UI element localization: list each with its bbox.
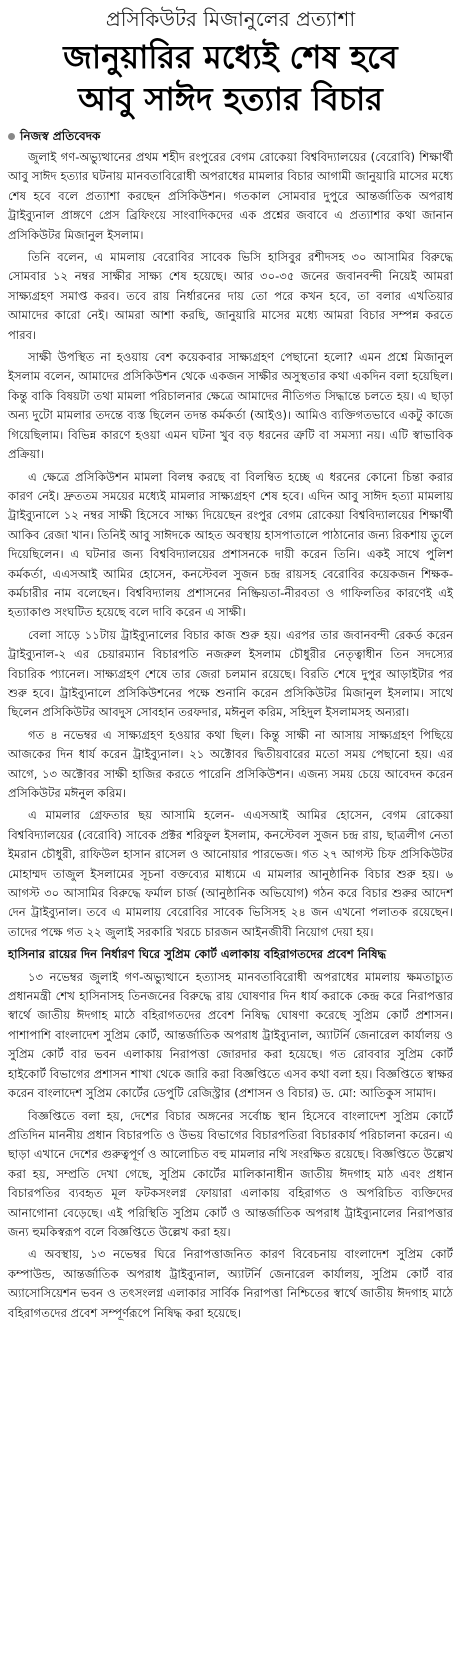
article-kicker: প্রসিকিউটর মিজানুলের প্রত্যাশা [105,7,356,31]
paragraph: গত ৪ নভেম্বর এ সাক্ষ্যগ্রহণ হওয়ার কথা ছিল। কিন্তু সাক্ষী না আসায় সাক্ষ্যগ্রহণ পিছিয়ে আজকের দিন ধার্য করেন ট্রাইব্যুনাল। ২১ অক্টোবর দ্বিতীয়বারের মতো সময় পেছানো হয়। এর আগে, ১৩ অক্টোবর সাক্ষী হাজির করতে পারেনি প্রসিকিউশন। এজন্য সময় চেয়ে আবেদন করেন প্রসিকিউটর মঈনুল করিম। [8,727,453,800]
paragraph: সাক্ষী উপস্থিত না হওয়ায় বেশ কয়েকবার সাক্ষ্যগ্রহণ পেছানো হলো? এমন প্রশ্নে মিজানুল ইসলাম বলেন, আমাদের প্রসিকিউশন থেকে একজন সাক্ষীর অসুস্থতার কথা একদিন বলা হয়েছিল। কিন্তু বাকি বিষয়টা তথা মামলা পরিচালনার ক্ষেত্রে আমাদের নীতিগত সিদ্ধান্তে চলতে হয়। এ ছাড়া অন্য দুটো মামলার তদন্তে ব্যস্ত ছিলেন তদন্ত কর্মকর্তা (আইও)। আমিও ব্যক্তিগতভাবে একটু কাজে গিয়েছিলাম। বিভিন্ন কারণে হওয়া এমন ঘটনা খুব বড় ধরনের ত্রুটি বা সমস্যা নয়। এটি স্বাভাবিক প্রক্রিয়া। [8,350,453,462]
section-subheading: হাসিনার রায়ের দিন নির্ধারণ ঘিরে সুপ্রিম কোর্ট এলাকায় বহিরাগতদের প্রবেশ নিষিদ্ধ [8,947,387,962]
headline-line-2: আবু সাঈদ হত্যার বিচার [78,80,383,118]
article-headline [8,36,453,120]
paragraph: বেলা সাড়ে ১১টায় ট্রাইব্যুনালের বিচার কাজ শুরু হয়। এরপর তার জবানবন্দী রেকর্ড করেন ট্রাইব্যুনাল-২ এর চেয়ারম্যান বিচারপতি নজরুল ইসলাম চৌধুরীর নেতৃত্বাধীন তিন সদস্যের বিচারিক প্যানেল। সাক্ষ্যগ্রহণ শেষে তার জেরা চলমান রয়েছে। বিরতি শেষে দুপুর আড়াইটার পর শুরু হবে। ট্রাইব্যুনালে প্রসিকিউশনের পক্ষে শুনানি করেন প্রসিকিউটর মিজানুল ইসলাম। সাথে ছিলেন প্রসিকিউটর আবদুস সোবহান তরফদার, মঈনুল করিম, সহিদুল ইসলামসহ অন্যরা। [8,627,453,720]
bullet-icon [8,133,15,140]
paragraph: এ ক্ষেত্রে প্রসিকিউশন মামলা বিলম্ব করছে বা বিলম্বিত হচ্ছে এ ধরনের কোনো চিন্তা করার কারণ নেই। দ্রুততম সময়ের মধ্যেই মামলার সাক্ষ্যগ্রহণ শেষ হবে। এদিন আবু সাঈদ হত্যা মামলায় ট্রাইব্যুনালে ১২ নম্বর সাক্ষী হিসেবে সাক্ষ্য দিয়েছেন রংপুর বেগম রোকেয়া বিশ্ববিদ্যালয়ের শিক্ষার্থী আকিব রেজা খান। তিনিই আবু সাঈদকে আহত অবস্থায় হাসপাতালে পাঠানোর জন্য রিকশায় তুলে দিয়েছিলেন। এ ঘটনার জন্য বিশ্ববিদ্যালয়ের প্রশাসনকে দায়ী করেন তিনি। একই সাথে পুলিশ কর্মকর্তা, এএসআই আমির হোসেন, কনস্টেবল সুজন চন্দ্র রায়সহ বেরোবির কয়েকজন শিক্ষক-কর্মচারীর নাম বলেছেন। বিশ্ববিদ্যালয় প্রশাসনের নিষ্ক্রিয়তা-নীরবতা ও গাফিলতির কারণেই এই হত্যাকাণ্ড সংঘটিত হয়েছে বলে দাবি করেন এ সাক্ষী। [8,469,453,620]
byline [8,128,453,144]
paragraph: ১৩ নভেম্বর জুলাই গণ-অভ্যুত্থানে হত্যাসহ মানবতাবিরোধী অপরাধের মামলায় ক্ষমতাচ্যুত প্রধানমন্ত্রী শেখ হাসিনাসহ তিনজনের বিরুদ্ধে রায় ঘোষণার দিন ধার্য করাকে কেন্দ্র করে নিরাপত্তার স্বার্থে জাতীয় ঈদগাহ মাঠে বহিরাগতদের প্রবেশ নিষিদ্ধ ঘোষণা করেছে সুপ্রিম কোর্ট প্রশাসন। পাশাপাশি বাংলাদেশ সুপ্রিম কোর্ট, আন্তর্জাতিক অপরাধ ট্রাইব্যুনাল, অ্যাটর্নি জেনারেল কার্যালয় ও সুপ্রিম কোর্ট বার ভবন এলাকায় নিরাপত্তা জোরদার করা হয়েছে। গত রোববার সুপ্রিম কোর্ট হাইকোর্ট বিভাগের প্রশাসন শাখা থেকে জারি করা বিজ্ঞপ্তিতে এসব কথা বলা হয়। বিজ্ঞপ্তিতে স্বাক্ষর করেন বাংলাদেশ সুপ্রিম কোর্টের ডেপুটি রেজিস্ট্রার (প্রশাসন ও বিচার) ড. মো: আতিকুস সামাদ। [8,969,453,1101]
headline-line-1: জানুয়ারির মধ্যেই শেষ হবে [63,38,398,76]
article-body [8,148,453,1323]
paragraph: জুলাই গণ-অভ্যুত্থানের প্রথম শহীদ রংপুরের বেগম রোকেয়া বিশ্ববিদ্যালয়ের (বেরোবি) শিক্ষার্থী আবু সাঈদ হত্যার ঘটনায় মানবতাবিরোধী অপরাধের মামলার বিচার আগামী জানুয়ারি মাসের মধ্যে শেষ হবে বলে প্রত্যাশা করছেন প্রসিকিউশন। গতকাল সোমবার দুপুরে আন্তর্জাতিক অপরাধ ট্রাইব্যুনাল প্রাঙ্গণে প্রেস ব্রিফিংয়ে সাংবাদিকদের এক প্রশ্নের জবাবে এ প্রত্যাশার কথা জানান প্রসিকিউটর মিজানুল ইসলাম। [8,150,453,242]
paragraph: এ মামলার গ্রেফতার ছয় আসামি হলেন- এএসআই আমির হোসেন, বেগম রোকেয়া বিশ্ববিদ্যালয়ের (বেরোবি) সাবেক প্রক্টর শরিফুল ইসলাম, কনস্টেবল সুজন চন্দ্র রায়, ছাত্রলীগ নেতা ইমরান চৌধুরী, রাফিউল হাসান রাসেল ও আনোয়ার পারভেজ। গত ২৭ আগস্ট চিফ প্রসিকিউটর মোহাম্মদ তাজুল ইসলামের সূচনা বক্তব্যের মাধ্যমে এ মামলার আনুষ্ঠানিক বিচার শুরু হয়। ৬ আগস্ট ৩০ আসামির বিরুদ্ধে ফর্মাল চার্জ (আনুষ্ঠানিক অভিযোগ) গঠন করে বিচার শুরুর আদেশ দেন ট্রাইব্যুনাল। তবে এ মামলায় বেরোবির সাবেক ভিসিসহ ২৪ জন এখনো পলাতক রয়েছেন। তাদের পক্ষে গত ২২ জুলাই সরকারি খরচে চারজন আইনজীবী নিয়োগ দেয়া হয়। [8,808,453,939]
byline-text: নিজস্ব প্রতিবেদক [20,129,101,143]
paragraph: তিনি বলেন, এ মামলায় বেরোবির সাবেক ভিসি হাসিবুর রশীদসহ ৩০ আসামির বিরুদ্ধে সোমবার ১২ নম্বর সাক্ষীর সাক্ষ্য শেষ হয়েছে। আর ৩০-৩৫ জনের জবানবন্দী নিয়েই আমরা সাক্ষ্যগ্রহণ সমাপ্ত করব। তবে রায় নির্ধারনের দায় তো পরে কখন হবে, তা বলার এখতিয়ার আমাদের কারো নেই। আমরা আশা করছি, জানুয়ারি মাসের মধ্যে আমরা বিচার সম্পন্ন করতে পারব। [8,250,453,342]
paragraph: এ অবস্থায়, ১৩ নভেম্বর ঘিরে নিরাপত্তাজনিত কারণ বিবেচনায় বাংলাদেশ সুপ্রিম কোর্ট কম্পাউন্ড, আন্তর্জাতিক অপরাধ ট্রাইব্যুনাল, অ্যাটর্নি জেনারেল কার্যালয়, সুপ্রিম কোর্ট বার অ্যাসোসিয়েশন ভবন ও তৎসংলগ্ন এলাকার সার্বিক নিরাপত্তা নিশ্চিতের স্বার্থে জাতীয় ঈদগাহ মাঠে বহিরাগতদের প্রবেশ সম্পূর্ণরূপে নিষিদ্ধ করা হয়েছে। [8,1247,453,1320]
paragraph: বিজ্ঞপ্তিতে বলা হয়, দেশের বিচার অঙ্গনের সর্বোচ্চ স্থান হিসেবে বাংলাদেশ সুপ্রিম কোর্টে প্রতিদিন মাননীয় প্রধান বিচারপতি ও উভয় বিভাগের বিচারপতিরা বিচারকার্য পরিচালনা করেন। এ ছাড়া এখানে দেশের গুরুত্বপূর্ণ ও আলোচিত বহু মামলার নথি সংরক্ষিত রয়েছে। বিজ্ঞপ্তিতে উল্লেখ করা হয়, সম্প্রতি দেখা গেছে, সুপ্রিম কোর্টের মালিকানাধীন জাতীয় ঈদগাহ মাঠ এবং প্রধান বিচারপতির ব্যবহৃত মূল ফটকসংলগ্ন ফোয়ারা এলাকায় বহিরাগত ও অপরিচিত ব্যক্তিদের আনাগোনা বেড়েছে। এই পরিস্থিতি সুপ্রিম কোর্ট ও আন্তর্জাতিক অপরাধ ট্রাইব্যুনালের নিরাপত্তার জন্য হুমকিস্বরূপ বলে বিজ্ঞপ্তিতে উল্লেখ করা হয়। [8,1108,453,1239]
